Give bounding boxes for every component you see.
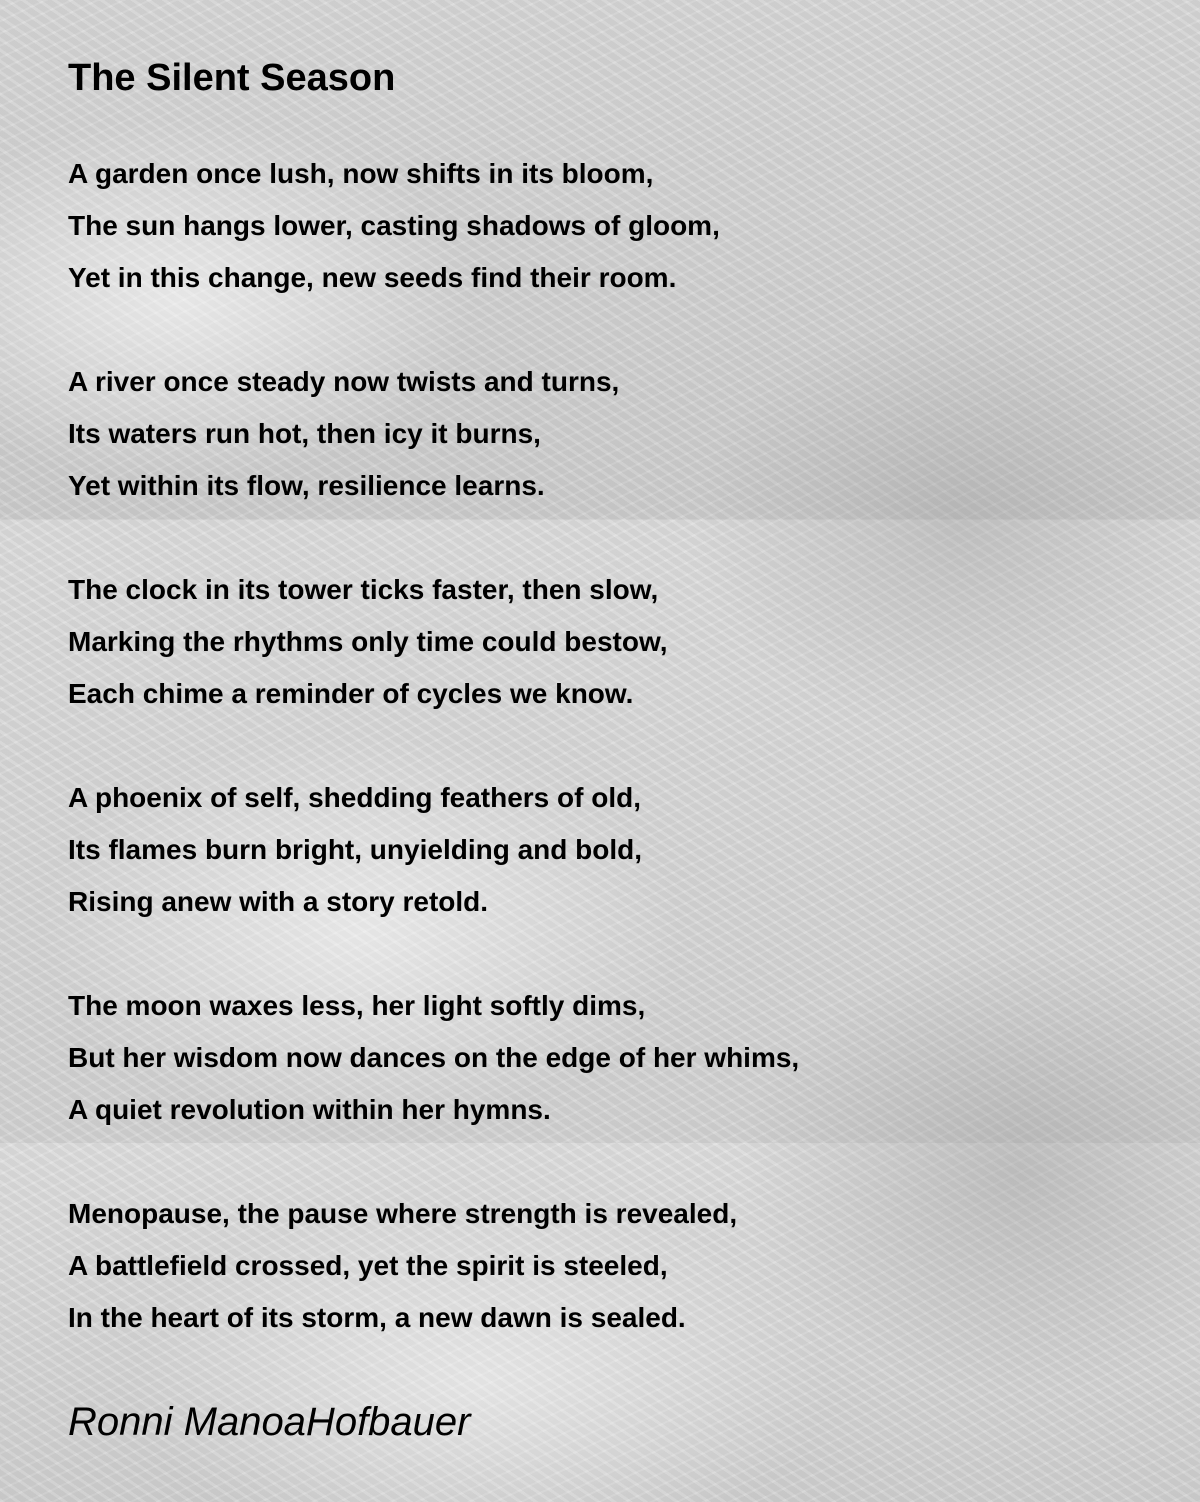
poem-line: But her wisdom now dances on the edge of her whims,	[68, 1042, 800, 1073]
poem-line: A river once steady now twists and turns,	[68, 366, 620, 397]
poem-line: Its flames burn bright, unyielding and bold,	[68, 834, 643, 865]
stanza	[68, 772, 1148, 928]
stanza	[68, 356, 1148, 512]
poem-line: In the heart of its storm, a new dawn is sealed.	[68, 1302, 686, 1333]
stanza	[68, 980, 1148, 1136]
poem-line: The sun hangs lower, casting shadows of gloom,	[68, 210, 720, 241]
poem-line: Menopause, the pause where strength is revealed,	[68, 1198, 738, 1229]
poem-body	[68, 148, 1148, 1344]
poem-line: The clock in its tower ticks faster, then slow,	[68, 574, 659, 605]
poem-line: Each chime a reminder of cycles we know.	[68, 678, 634, 709]
poem-line: Yet in this change, new seeds find their room.	[68, 262, 677, 293]
poem-container	[68, 52, 1148, 1448]
poem-line: A battlefield crossed, yet the spirit is steeled,	[68, 1250, 668, 1281]
poem-line: A quiet revolution within her hymns.	[68, 1094, 551, 1125]
poem-line: The moon waxes less, her light softly dims,	[68, 990, 646, 1021]
poem-author: Ronni ManoaHofbauer	[68, 1400, 471, 1444]
poem-line: Marking the rhythms only time could bestow,	[68, 626, 668, 657]
stanza	[68, 148, 1148, 304]
stanza	[68, 564, 1148, 720]
poem-line: Its waters run hot, then icy it burns,	[68, 418, 541, 449]
poem-line: Yet within its flow, resilience learns.	[68, 470, 545, 501]
poem-line: Rising anew with a story retold.	[68, 886, 489, 917]
poem-title: The Silent Season	[68, 57, 396, 99]
stanza	[68, 1188, 1148, 1344]
poem-line: A phoenix of self, shedding feathers of old,	[68, 782, 642, 813]
poem-line: A garden once lush, now shifts in its bloom,	[68, 158, 654, 189]
